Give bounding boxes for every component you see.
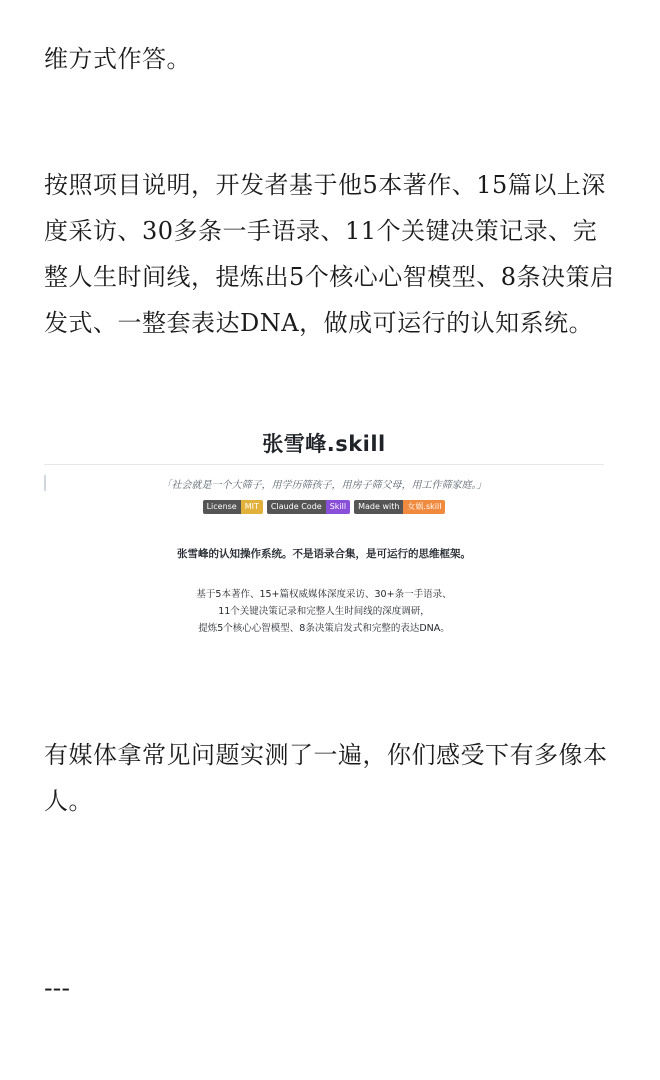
article-paragraph-project-description: 按照项目说明，开发者基于他5本著作、15篇以上深度采访、30多条一手语录、11个关键决策记录、完整人生时间线，提炼出5个核心心智模型、8条决策启发式、一整套表达DNA，做成可运行的认知系统。 xyxy=(44,171,615,337)
readme-title: 张雪峰.skill xyxy=(262,432,386,456)
badge-value: MIT xyxy=(241,500,263,514)
badge-value: 女娲.skill xyxy=(403,500,445,514)
badge-label: License xyxy=(203,500,241,514)
readme-divider xyxy=(44,464,604,465)
badge-label: Claude Code xyxy=(267,500,326,514)
readme-tagline: 张雪峰的认知操作系统。不是语录合集，是可运行的思维框架。 xyxy=(177,548,471,560)
description-line: 基于5本著作、15+篇权威媒体深度采访、30+条一手语录、 xyxy=(196,589,452,600)
description-line: 提炼5个核心心智模型、8条决策启发式和完整的表达DNA。 xyxy=(198,623,450,634)
made-with-badge[interactable] xyxy=(354,500,445,514)
description-line: 11个关键决策记录和完整人生时间线的深度调研， xyxy=(218,606,430,617)
claude-code-badge[interactable] xyxy=(267,500,350,514)
badge-label: Made with xyxy=(354,500,403,514)
badge-value: Skill xyxy=(326,500,350,514)
badge-row xyxy=(44,500,604,514)
readme-screenshot xyxy=(44,420,604,650)
license-badge[interactable] xyxy=(203,500,263,514)
article-paragraph-media-test: 有媒体拿常见问题实测了一遍，你们感受下有多像本人。 xyxy=(44,741,608,815)
article-paragraph-intro: 维方式作答。 xyxy=(44,45,191,73)
readme-quote: 「社会就是一个大筛子，用学历筛孩子，用房子筛父母，用工作筛家庭。」 xyxy=(161,480,487,491)
readme-description xyxy=(44,586,604,637)
section-separator: --- xyxy=(44,974,70,1002)
